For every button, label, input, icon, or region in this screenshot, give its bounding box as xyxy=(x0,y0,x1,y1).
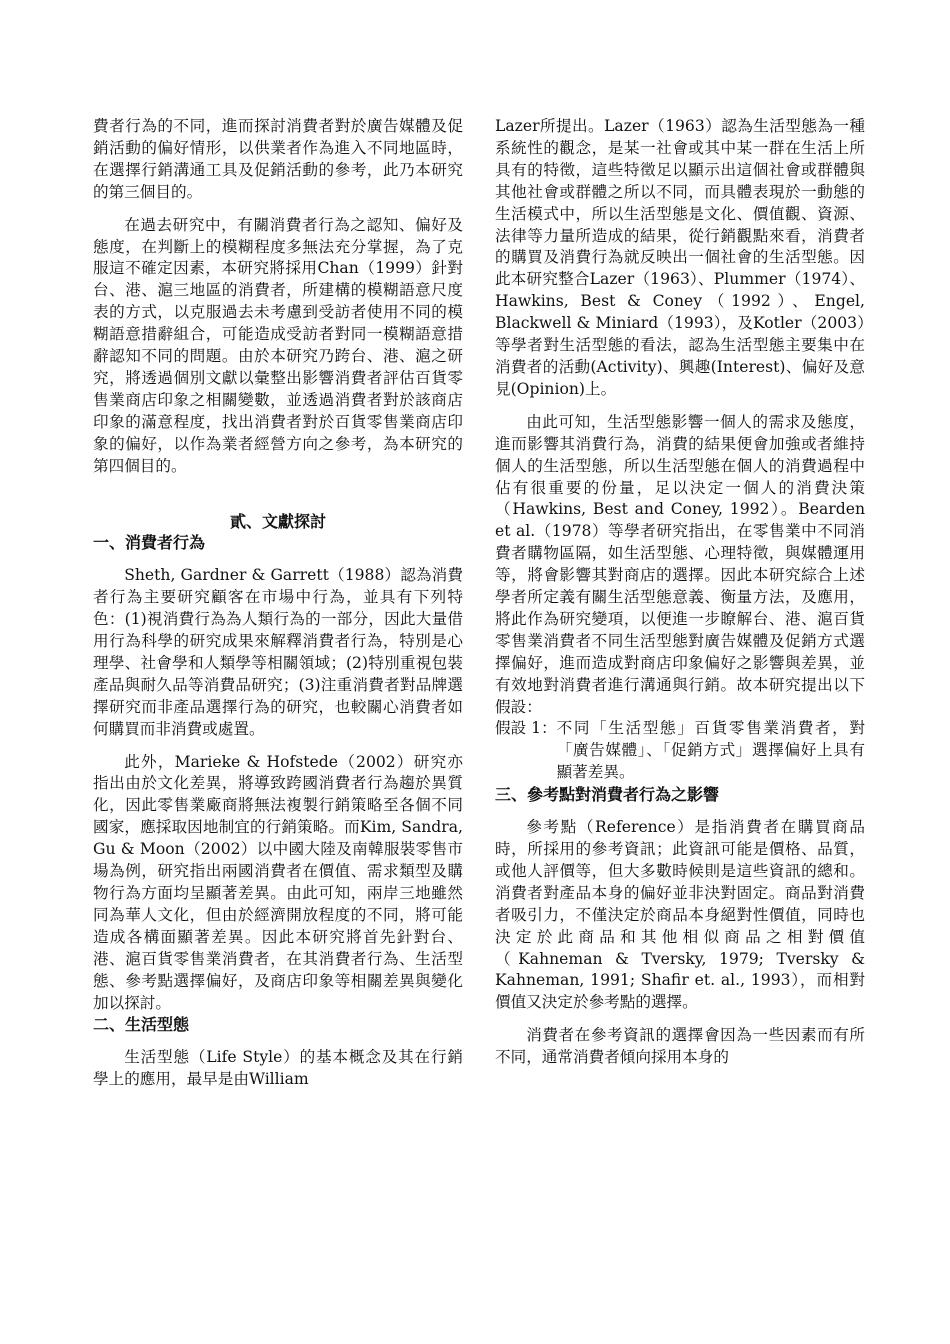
paragraph-right-3: 參考點（Reference）是指消費者在購買商品時，所採用的參考資訊；此資訊可能是價格、品質，或他人評價等，但大多數時候則是這些資訊的總和。消費者對產品本身的偏好並非決對固定。商品對消費者吸引力，不僅決定於商品本身絕對性價值，同時也決定於此商品和其他相似商品之相對價值（Kahneman & Tversky, 1979; Tversky & Kahneman, 1991; Shafir et. al., 1993），而相對價值又決定於參考點的選擇。 xyxy=(495,818,865,1012)
paragraph-left-4: 此外，Marieke & Hofstede（2002）研究亦指出由於文化差異，將導致跨國消費者行為趨於異質化，因此零售業廠商將無法複製行銷策略至各個不同國家，應採取因地制宜的行銷策略。而Kim, Sandra, Gu & Moon（2002）以中國大陸及南韓服裝零售市場為例，研究指出兩國消費者在價值、需求類型及購物行為方面均呈顯著差異。由此可知，兩岸三地雖然同為華人文化，但由於經濟開放程度的不同，將可能造成各構面顯著差異。因此本研究將首先針對台、港、滬百貨零售業消費者，在其消費者行為、生活型態、參考點選擇偏好，及商店印象等相關差異與變化加以探討。 xyxy=(93,752,463,1012)
section-heading-lifestyle: 二、生活型態 xyxy=(93,1015,190,1035)
hypothesis-1 xyxy=(495,718,865,784)
hypothesis-text: 不同「生活型態」百貨零售業消費者，對「廣告媒體」、「促銷方式」選擇偏好上具有顯著差異。 xyxy=(556,719,865,782)
left-column xyxy=(93,116,463,1091)
paragraph-left-5: 生活型態（Life Style）的基本概念及其在行銷學上的應用，最早是由William xyxy=(93,1048,463,1089)
paragraph-right-4: 消費者在參考資訊的選擇會因為一些因素而有所不同，通常消費者傾向採用本身的 xyxy=(495,1026,865,1067)
right-column xyxy=(495,116,865,1069)
paragraph-left-3: Sheth, Gardner & Garrett（1988）認為消費者行為主要研究顧客在市場中行為，並具有下列特色：(1)視消費行為為人類行為的一部分，因此大量借用行為科學的研究成果來解釋消費者行為，特別是心理學、社會學和人類學等相關領域；(2)特別重視包裝產品與耐久品等消費品研究；(3)注重消費者對品牌選擇研究而非產品選擇行為的研究，也較關心消費者如何購買而非消費或處置。 xyxy=(93,566,463,738)
paragraph-left-2: 在過去研究中，有關消費者行為之認知、偏好及態度，在判斷上的模糊程度多無法充分掌握，為了克服這不確定因素，本研究將採用Chan（1999）針對台、港、滬三地區的消費者，所建構的模糊語意尺度表的方式，以克服過去未考慮到受訪者使用不同的模糊語意措辭組合，可能造成受訪者對同一模糊語意措辭認知不同的問題。由於本研究乃跨台、港、滬之研究，將透過個別文獻以彙整出影響消費者評估百貨零售業商店印象之相關變數，並透過消費者對於該商店印象的滿意程度，找出消費者對於百貨零售業商店印象的偏好，以作為業者經營方向之參考，為本研究的第四個目的。 xyxy=(93,215,463,475)
section-heading-reference-point: 三、參考點對消費者行為之影響 xyxy=(495,785,720,805)
section-heading-consumer-behavior: 一、消費者行為 xyxy=(93,533,206,553)
paragraph-left-1: 費者行為的不同，進而探討消費者對於廣告媒體及促銷活動的偏好情形，以供業者作為進入不同地區時，在選擇行銷溝通工具及促銷活動的參考，此乃本研究的第三個目的。 xyxy=(93,117,463,201)
hypothesis-label: 假設 1： xyxy=(495,719,557,738)
paragraph-right-1: Lazer所提出。Lazer（1963）認為生活型態為一種系統性的觀念，是某一社會或其中某一群在生活上所具有的特徵，這些特徵足以顯示出這個社會或群體與其他社會或群體之所以不同，而具體表現於一動態的生活模式中，所以生活型態是文化、價值觀、資源、法律等力量所造成的結果，從行銷觀點來看，消費者的購買及消費行為就反映出一個社會的生活型態。因此本研究整合Lazer（1963）、Plummer（1974）、Hawkins, Best & Coney（1992）、Engel, Blackwell & Miniard（1993），及Kotler（2003）等學者對生活型態的看法，認為生活型態主要集中在消費者的活動(Activity)、興趣(Interest)、偏好及意見(Opinion)上。 xyxy=(495,117,865,398)
chapter-title: 貳、文獻探討 xyxy=(229,511,326,531)
paragraph-right-2: 由此可知，生活型態影響一個人的需求及態度，進而影響其消費行為，消費的結果便會加強或者維持個人的生活型態，所以生活型態在個人的消費過程中佔有很重要的份量，足以決定一個人的消費決策（Hawkins, Best and Coney, 1992）。Bearden et al.（1978）等學者研究指出，在零售業中不同消費者購物區隔，如生活型態、心理特徵，與媒體運用等，將會影響其對商店的選擇。因此本研究綜合上述學者所定義有關生活型態意義、衡量方法，及應用，將此作為研究變項，以便進一步瞭解台、港、滬百貨零售業消費者不同生活型態對廣告媒體及促銷方式選擇偏好，進而造成對商店印象偏好之影響與差異，並有效地對消費者進行溝通與行銷。故本研究提出以下假設： xyxy=(495,412,865,716)
